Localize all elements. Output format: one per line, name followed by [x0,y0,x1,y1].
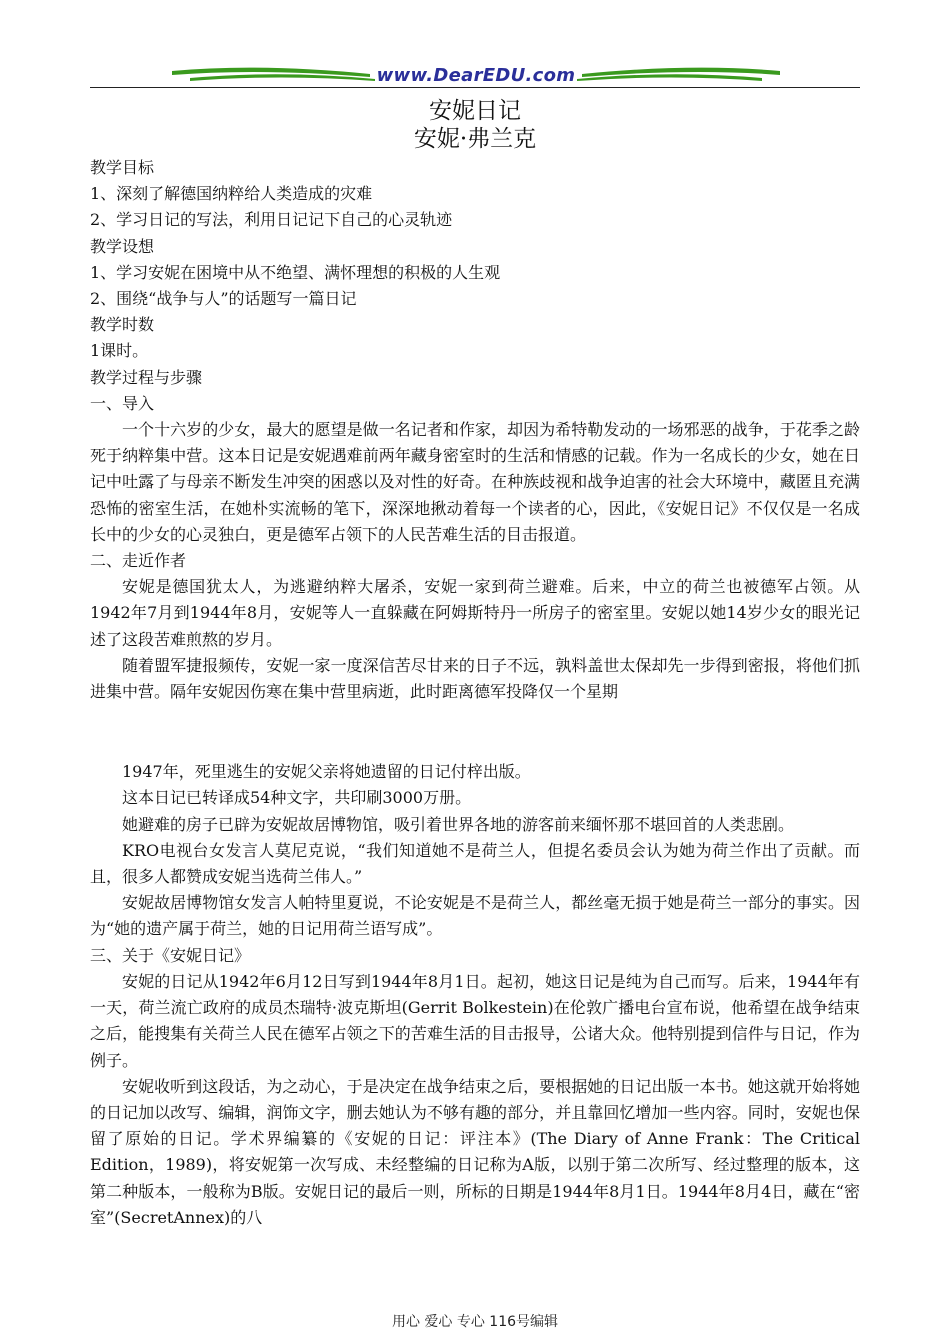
blank-gap [90,705,860,759]
site-url[interactable]: www.DearEDU.com [376,65,576,86]
paragraph: 安妮是德国犹太人，为逃避纳粹大屠杀，安妮一家到荷兰避难。后来，中立的荷兰也被德军占领。从1942年7月到1944年8月，安妮等人一直躲藏在阿姆斯特丹一所房子的密室里。安妮以她14岁少女的眼光记述了这段苦难煎熬的岁月。 [90,577,860,649]
paragraph: 安妮故居博物馆女发言人帕特里夏说，不论安妮是不是荷兰人，都丝毫无损于她是荷兰一部分的事实。因为“她的遗产属于荷兰，她的日记用荷兰语写成”。 [90,893,860,939]
paragraph: 1、深刻了解德国纳粹给人类造成的灾难 [90,184,373,204]
page-footer: 用心 爱心 专心 116号编辑 [391,1314,559,1330]
section-heading: 教学时数 [90,315,155,335]
paragraph: 1、学习安妮在困境中从不绝望、满怀理想的积极的人生观 [90,262,501,282]
paragraph: 她避难的房子已辟为安妮故居博物馆，吸引着世界各地的游客前来缅怀那不堪回首的人类悲剧。 [122,814,795,834]
paragraph: 2、围绕“战争与人”的话题写一篇日记 [90,289,357,309]
paragraph: 安妮收听到这段话，为之动心，于是决定在战争结束之后，要根据她的日记出版一本书。她这就开始将她的日记加以改写、编辑，润饰文字，删去她认为不够有趣的部分，并且靠回忆增加一些内容。同时，安妮也保留了原始的日记。学术界编纂的《安妮的日记：评注本》(The Diary of Anne Frank：The Critical Edition，1989)，将安妮第一次写成、未经整编的日记称为A版，以别于第二次所写、经过整理的版本，这第二种版本，一般称为B版。安妮日记的最后一则，所标的日期是1944年8月1日。1944年8月4日，藏在“密室”(SecretAnnex)的八 [90,1076,860,1227]
paragraph: 安妮的日记从1942年6月12日写到1944年8月1日。起初，她这日记是纯为自己而写。后来，1944年有一天，荷兰流亡政府的成员杰瑞特·波克斯坦(Gerrit Bolkestein)在伦敦广播电台宣布说，他希望在战争结束之后，能搜集有关荷兰人民在德军占领之下的苦难生活的目击报导，公诸大众。他特别提到信件与日记，作为例子。 [90,971,860,1070]
document-title: 安妮日记 [429,98,521,124]
paragraph: 1课时。 [90,341,149,361]
site-banner [170,62,782,88]
paragraph: 1947年，死里逃生的安妮父亲将她遗留的日记付梓出版。 [122,762,531,782]
document-body [90,155,860,1231]
header-rule [90,87,860,88]
section-heading: 教学设想 [90,236,155,256]
section-heading: 三、关于《安妮日记》 [90,945,251,965]
paragraph: 随着盟军捷报频传，安妮一家一度深信苦尽甘来的日子不远，孰料盖世太保却先一步得到密报，将他们抓进集中营。隔年安妮因伤寒在集中营里病逝，此时距离德军投降仅一个星期 [90,655,860,702]
section-heading: 二、走近作者 [90,551,187,571]
section-heading: 教学过程与步骤 [90,367,203,387]
paragraph: 这本日记已转译成54种文字，共印刷3000万册。 [122,788,472,808]
section-heading: 一、导入 [90,393,155,413]
document-author: 安妮·弗兰克 [413,126,537,152]
paragraph: KRO电视台女发言人莫尼克说，“我们知道她不是荷兰人，但提名委员会认为她为荷兰作出了贡献。而且，很多人都赞成安妮当选荷兰伟人。” [90,840,860,887]
section-heading: 教学目标 [90,158,155,177]
paragraph: 一个十六岁的少女，最大的愿望是做一名记者和作家，却因为希特勒发动的一场邪恶的战争，于花季之龄死于纳粹集中营。这本日记是安妮遇难前两年藏身密室时的生活和情感的记载。作为一名成长的少女，她在日记中吐露了与母亲不断发生冲突的困惑以及对性的好奇。在种族歧视和战争迫害的社会大环境中，藏匿且充满恐怖的密室生活，在她朴实流畅的笔下，深深地揪动着每一个读者的心，因此，《安妮日记》不仅仅是一名成长中的少女的心灵独白，更是德军占领下的人民苦难生活的目击报道。 [90,420,860,544]
paragraph: 2、学习日记的写法，利用日记记下自己的心灵轨迹 [90,210,453,230]
